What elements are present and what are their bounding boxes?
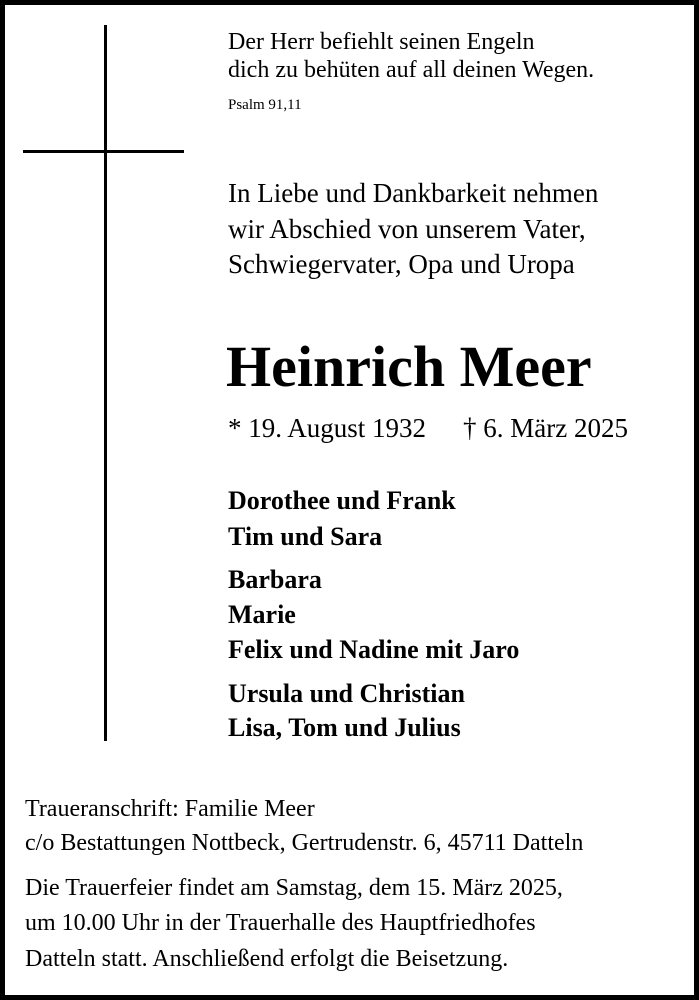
family-member: Barbara xyxy=(228,565,322,594)
death-date: † 6. März 2025 xyxy=(463,413,628,443)
ceremony-line: um 10.00 Uhr in der Trauerhalle des Hauptfriedhofes xyxy=(25,910,536,936)
intro-line: wir Abschied von unserem Vater, xyxy=(228,214,586,244)
family-member: Marie xyxy=(228,600,296,629)
verse-line: dich zu behüten auf all deinen Wegen. xyxy=(228,57,595,83)
family-member: Ursula und Christian xyxy=(228,679,465,708)
cross-icon-vertical xyxy=(104,25,107,741)
address-line: c/o Bestattungen Nottbeck, Gertrudenstr. 6, 45711 Datteln xyxy=(25,830,584,856)
family-member: Felix und Nadine mit Jaro xyxy=(228,635,520,664)
ceremony-line: Datteln statt. Anschließend erfolgt die Beisetzung. xyxy=(25,946,509,972)
family-member: Tim und Sara xyxy=(228,522,383,551)
intro-line: In Liebe und Dankbarkeit nehmen xyxy=(228,178,599,208)
address-line: Traueranschrift: Familie Meer xyxy=(25,796,315,822)
birth-date: * 19. August 1932 xyxy=(228,413,427,443)
verse-source: Psalm 91,11 xyxy=(228,97,302,113)
cross-icon-horizontal xyxy=(23,150,184,153)
family-member: Lisa, Tom und Julius xyxy=(228,713,461,742)
ceremony-line: Die Trauerfeier findet am Samstag, dem 15. März 2025, xyxy=(25,875,563,901)
deceased-name: Heinrich Meer xyxy=(226,334,592,399)
intro-line: Schwiegervater, Opa und Uropa xyxy=(228,249,575,279)
verse-line: Der Herr befiehlt seinen Engeln xyxy=(228,29,535,55)
family-member: Dorothee und Frank xyxy=(228,486,456,515)
